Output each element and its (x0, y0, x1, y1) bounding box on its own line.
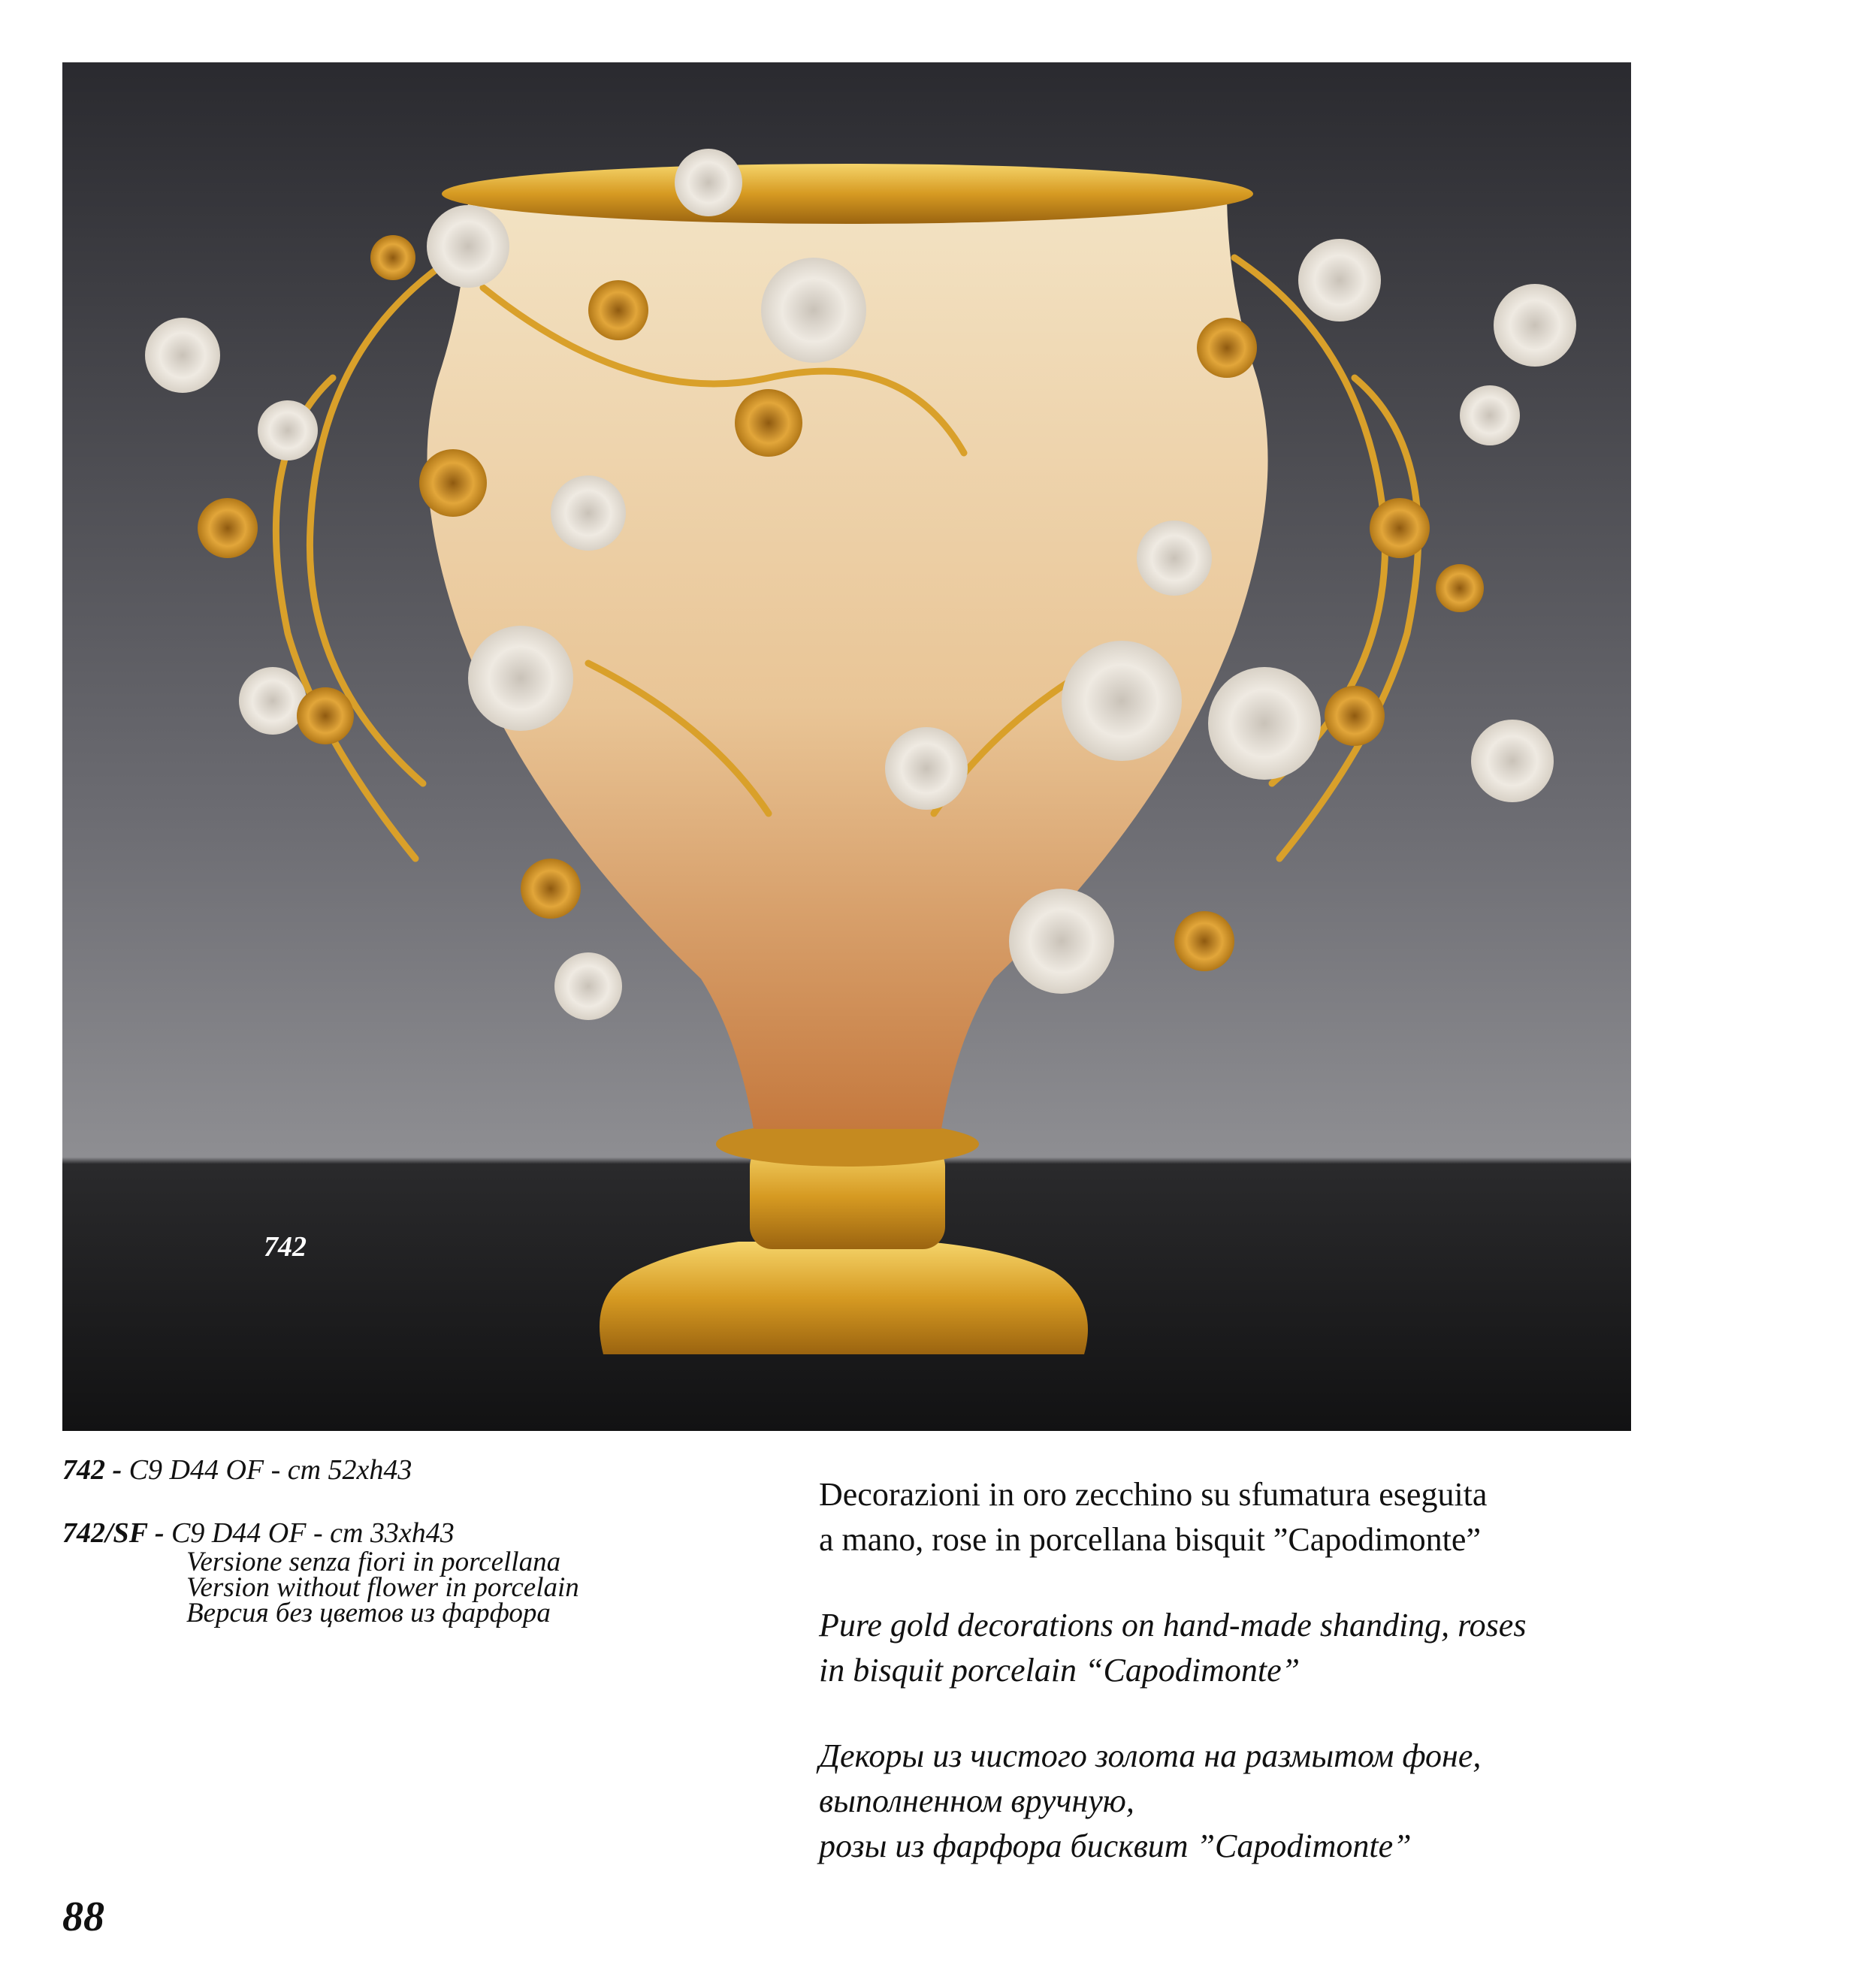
spec-text-2: C9 D44 OF - cm 33xh43 (164, 1517, 455, 1549)
spec-variant-en: Version without flower in porcelain (186, 1572, 579, 1603)
vase-rim (442, 164, 1253, 224)
description-english (819, 1603, 1660, 1693)
spec-code-2: 742/SF - (62, 1517, 165, 1549)
spec-line-1 (62, 1453, 784, 1487)
vase-illustration (62, 62, 1631, 1431)
spec-variant-it: Versione senza fiori in porcellana (186, 1547, 561, 1577)
description-russian (819, 1734, 1660, 1869)
spec-variant-ru: Версия без цветов из фарфора (186, 1598, 551, 1628)
desc-it-line-2: a mano, rose in porcellana bisquit ”Capodimonte” (819, 1521, 1481, 1558)
photo-item-number: 742 (264, 1231, 307, 1263)
vase-base (600, 1242, 1088, 1354)
product-specs (62, 1453, 784, 1626)
description-italian (819, 1472, 1660, 1562)
page-number: 88 (62, 1894, 104, 1940)
desc-ru-line-1: Декоры из чистого золота на размытом фоне, (819, 1737, 1482, 1774)
desc-ru-line-3: розы из фарфора бисквит ”Capodimonte” (819, 1828, 1412, 1864)
desc-ru-line-2: выполненном вручную, (819, 1782, 1134, 1819)
spec-text-1: C9 D44 OF - cm 52xh43 (122, 1454, 412, 1486)
desc-en-line-1: Pure gold decorations on hand-made shanding, roses (819, 1607, 1527, 1644)
spec-line-2 (62, 1517, 784, 1550)
desc-en-line-2: in bisquit porcelain “Capodimonte” (819, 1652, 1301, 1689)
desc-it-line-1: Decorazioni in oro zecchino su sfumatura eseguita (819, 1476, 1488, 1513)
spec-code-1: 742 - (62, 1454, 122, 1486)
product-description (819, 1472, 1660, 1909)
product-photo (62, 62, 1631, 1431)
